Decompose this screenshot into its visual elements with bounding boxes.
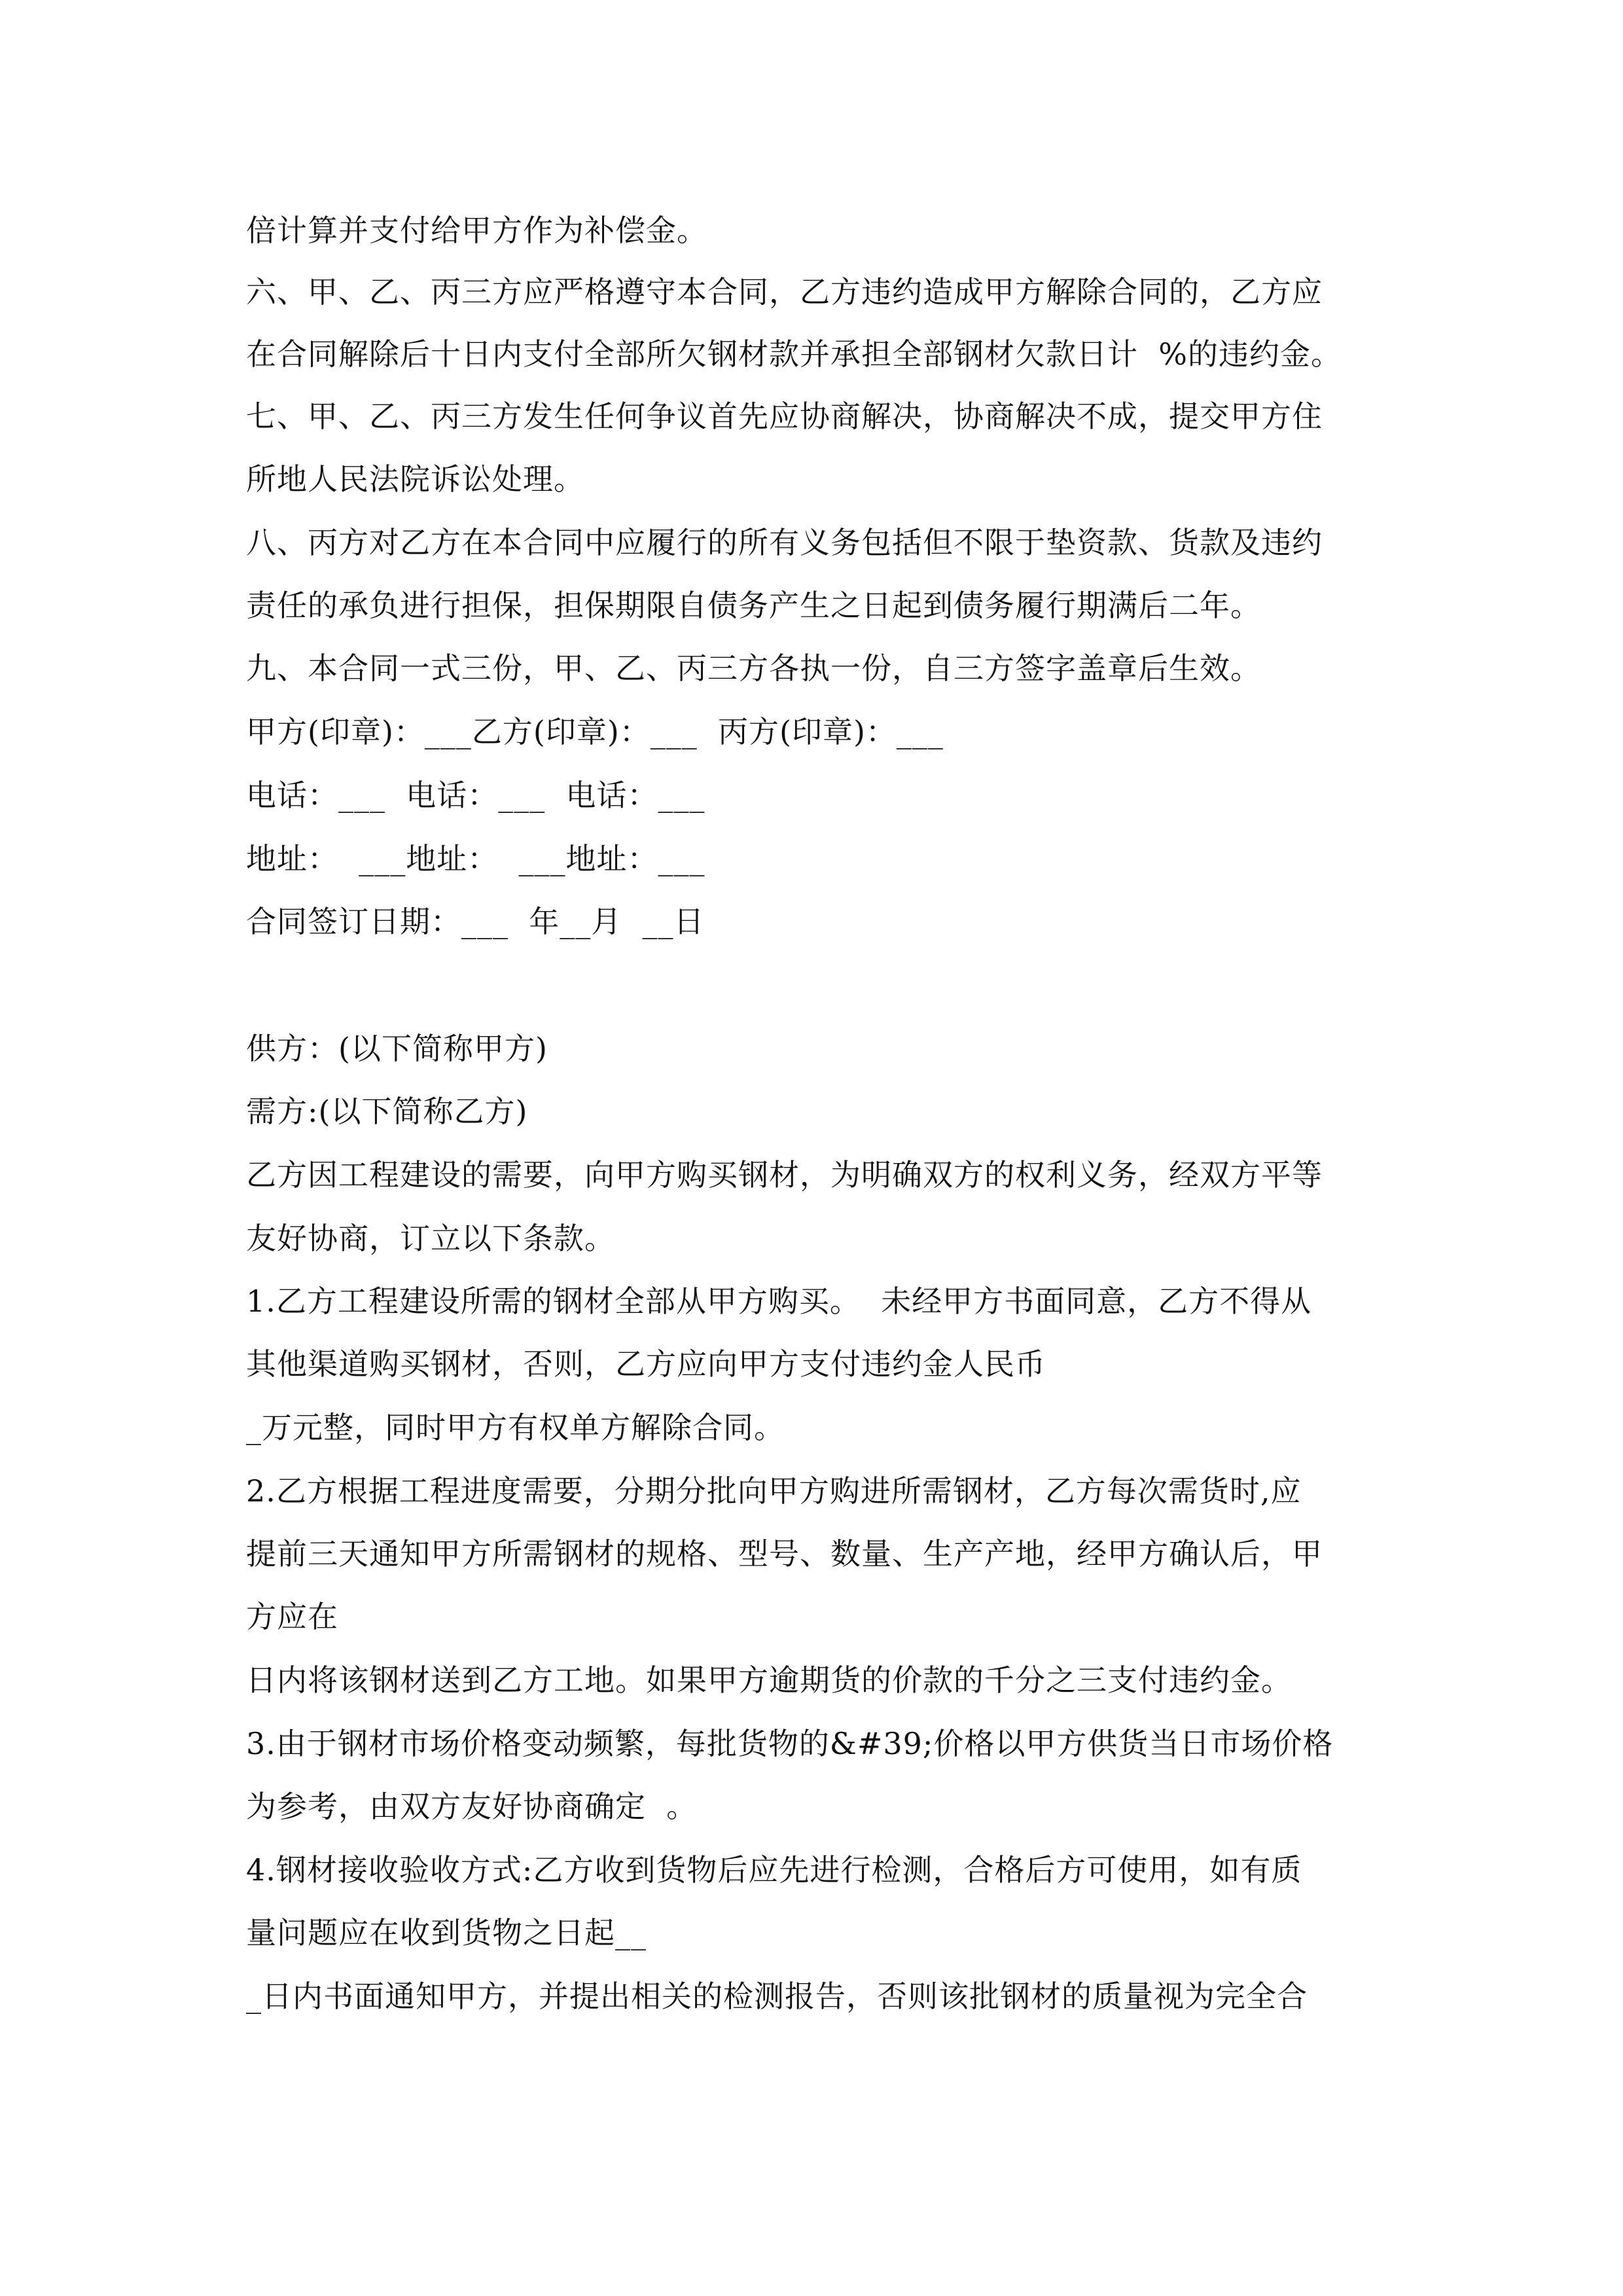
text-line: 2.乙方根据工程进度需要，分期分批向甲方购进所需钢材，乙方每次需货时,应	[246, 1473, 1302, 1509]
text-line: 方应在	[246, 1599, 338, 1634]
signature-parties-line: 甲方(印章)：___乙方(印章)：___ 丙方(印章)：___	[246, 714, 944, 749]
text-line: 日内将该钢材送到乙方工地。如果甲方逾期货的价款的千分之三支付违约金。	[246, 1662, 1292, 1698]
text-line: 所地人民法院诉讼处理。	[246, 461, 584, 497]
text-line: 1.乙方工程建设所需的钢材全部从甲方购买。 未经甲方书面同意，乙方不得从	[246, 1283, 1312, 1319]
text-line: 其他渠道购买钢材，否则，乙方应向甲方支付违约金人民币	[246, 1346, 1046, 1382]
text-line: 4.钢材接收验收方式:乙方收到货物后应先进行检测，合格后方可使用，如有质	[246, 1852, 1302, 1888]
buyer-line: 需方:(以下简称乙方)	[246, 1094, 528, 1129]
supplier-line: 供方：(以下简称甲方)	[246, 1031, 548, 1066]
text-line: 在合同解除后十日内支付全部所欠钢材款并承担全部钢材欠款日计 %的违约金。	[246, 336, 1342, 372]
text-line: 量问题应在收到货物之日起__	[246, 1915, 647, 1950]
text-line: 3.由于钢材市场价格变动频繁，每批货物的&#39;价格以甲方供货当日市场价格	[246, 1726, 1334, 1761]
phone-line: 电话：___ 电话：___ 电话：___	[246, 778, 705, 813]
text-line: 九、本合同一式三份，甲、乙、丙三方各执一份，自三方签字盖章后生效。	[246, 651, 1261, 686]
text-line: 乙方因工程建设的需要，向甲方购买钢材，为明确双方的权利义务，经双方平等	[246, 1157, 1323, 1193]
text-line: 提前三天通知甲方所需钢材的规格、型号、数量、生产产地，经甲方确认后，甲	[246, 1536, 1323, 1571]
text-line: 八、丙方对乙方在本合同中应履行的所有义务包括但不限于垫资款、货款及违约	[246, 525, 1323, 560]
address-line: 地址： ___地址： ___地址：___	[246, 841, 705, 876]
text-line: 六、甲、乙、丙三方应严格遵守本合同，乙方违约造成甲方解除合同的，乙方应	[246, 274, 1323, 310]
text-line: _万元整，同时甲方有权单方解除合同。	[246, 1410, 785, 1445]
text-line: 为参考，由双方友好协商确定 。	[246, 1789, 698, 1824]
text-line: 友好协商，订立以下条款。	[246, 1221, 615, 1256]
text-line: _日内书面通知甲方，并提出相关的检测报告，否则该批钢材的质量视为完全合	[246, 1979, 1308, 2014]
signing-date-line: 合同签订日期：___ 年__月 __日	[246, 904, 705, 939]
text-line: 七、甲、乙、丙三方发生任何争议首先应协商解决，协商解决不成，提交甲方住	[246, 399, 1323, 434]
text-line: 责任的承负进行担保，担保期限自债务产生之日起到债务履行期满后二年。	[246, 588, 1261, 623]
text-line: 倍计算并支付给甲方作为补偿金。	[246, 213, 707, 248]
